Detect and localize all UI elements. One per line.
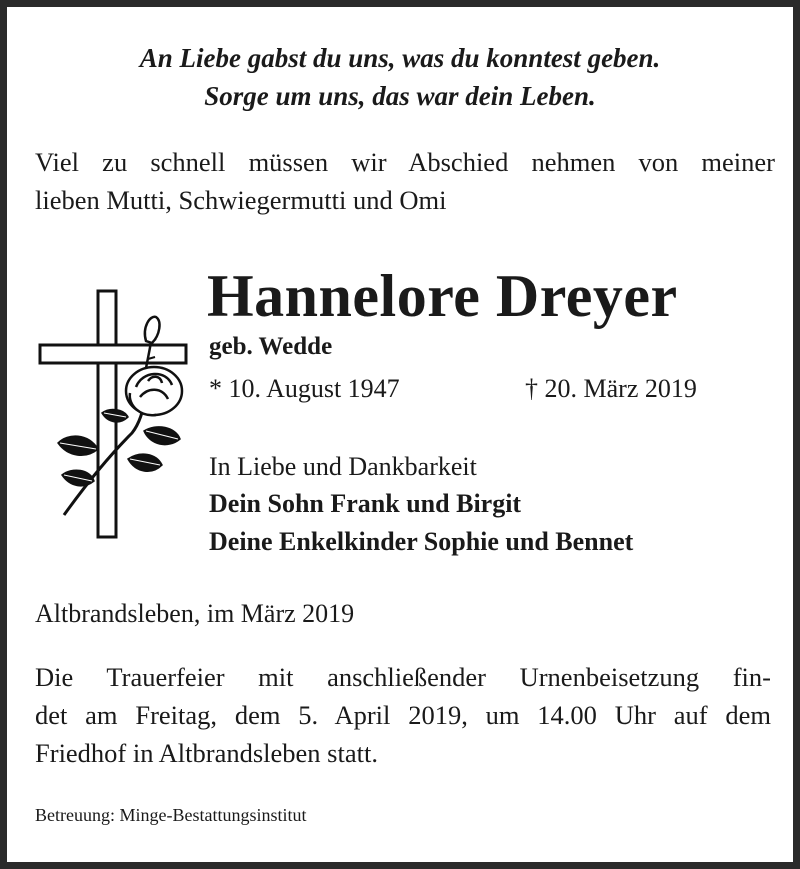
- funeral-line-3: Friedhof in Altbrandsleben statt.: [35, 738, 378, 768]
- undertaker-credit: Betreuung: Minge-Bestattungsinstitut: [35, 805, 307, 825]
- cross-with-rose-icon: [32, 283, 192, 543]
- intro-line-1: Viel zu schnell müssen wir Abschied nehmen von meiner: [35, 147, 775, 177]
- mourners-line-2: Deine Enkelkinder Sophie und Bennet: [209, 527, 634, 556]
- quote-line-1: An Liebe gabst du uns, was du konntest geben.: [139, 43, 661, 73]
- maiden-name: geb. Wedde: [209, 333, 333, 360]
- funeral-line-2: det am Freitag, dem 5. April 2019, um 14.00 Uhr auf dem: [35, 700, 771, 730]
- death-date: † 20. März 2019: [525, 374, 697, 403]
- birth-date: * 10. August 1947: [209, 374, 400, 403]
- mourners-line-1: Dein Sohn Frank und Birgit: [209, 489, 522, 518]
- intro-line-2: lieben Mutti, Schwiegermutti und Omi: [35, 185, 447, 215]
- quote-line-2: Sorge um uns, das war dein Leben.: [204, 81, 596, 111]
- mourners-intro: In Liebe und Dankbarkeit: [209, 452, 477, 481]
- place-date: Altbrandsleben, im März 2019: [35, 599, 355, 628]
- funeral-line-1: Die Trauerfeier mit anschließender Urnenbeisetzung fin-: [35, 662, 771, 692]
- deceased-name: Hannelore Dreyer: [207, 263, 678, 329]
